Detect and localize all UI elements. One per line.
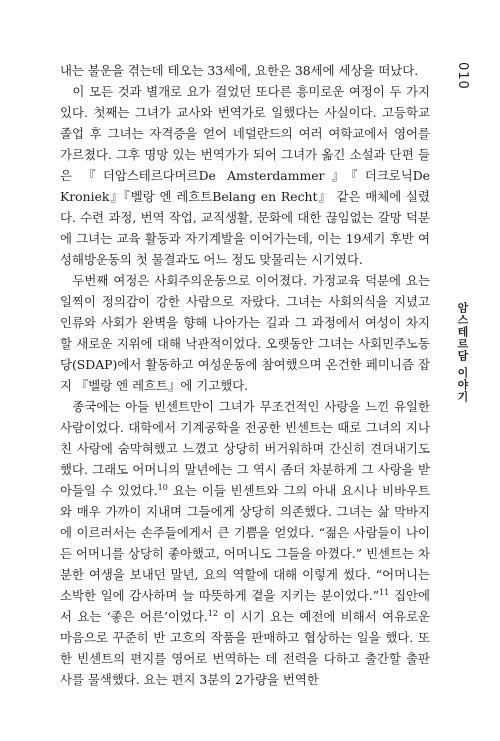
running-head: 암스테르담 이야기 xyxy=(456,302,469,403)
paragraph xyxy=(60,81,430,270)
paragraph-text: 요는 이들 빈센트와 그의 아내 요시나 비바우트와 매우 가까이 지내며 그들에게 상당히 의존했다. 그녀는 삶 막바지에 이르러서는 손주들에게서 큰 기쁨을 얻었다. “젊은 사람들이 나이든 어머니를 상당히 좋아했고, 어머니도 그들을 아꼈다.” 빈센트는 차분한 여생을 보내던 말년, 요의 역할에 대해 이렇게 썼다. “어머니는 소박한 일에 감사하며 늘 따뜻하게 곁을 지키는 분이었다.” xyxy=(60,483,430,603)
paragraph-text: 두번째 여정은 사회주의운동으로 이어졌다. 가정교육 덕분에 요는 일찍이 정의감이 강한 사람으로 자랐다. 그녀는 사회의식을 지녔고 인류와 사회가 완벽을 향해 나아가는 길과 그 과정에서 여성이 차지할 새로운 지위에 대해 낙관적이었다. 오랫동안 그녀는 사회민주노동당(SDAP)에서 활동하고 여성운동에 참여했으며 온건한 페미니즘 잡지 『벨랑 엔 레흐트』에 기고했다. xyxy=(60,273,430,393)
paragraph xyxy=(60,396,430,690)
page-number: 010 xyxy=(455,62,470,90)
paragraph xyxy=(60,60,430,81)
body-text xyxy=(60,60,430,690)
paragraph-text: 내는 불운을 겪는데 테오는 33세에, 요한은 38세에 세상을 떠났다. xyxy=(60,63,419,78)
paragraph-text: 이 시기 요는 예전에 비해서 여유로운 마음으로 꾸준히 반 고흐의 작품을 판매하고 협상하는 일을 했다. 또한 빈센트의 편지를 영어로 번역하는 데 전력을 다하고 출간할 출판사를 물색했다. 요는 편지 3분의 2가량을 번역한 xyxy=(60,609,431,687)
footnote-marker: 12 xyxy=(207,608,218,618)
paragraph-text: 종국에는 아들 빈센트만이 그녀가 무조건적인 사랑을 느낀 유일한 사람이었다. 대학에서 기계공학을 전공한 빈센트는 때로 그녀의 지나친 사랑에 숨막혀했고 느꼈고 상당히 버거워하며 간신히 견뎌내기도 했다. 그래도 어머니의 말년에는 그 역시 좀더 차분하게 그 사랑을 받아들일 수 있었다. xyxy=(60,399,430,498)
footnote-marker: 10 xyxy=(157,482,168,492)
paragraph-text: 집안에서 요는 ‘좋은 어른’이었다. xyxy=(60,588,430,624)
paragraph xyxy=(60,270,430,396)
paragraph-text: 이 모든 것과 별개로 요가 걸었던 또다른 흥미로운 여정이 두 가지 있다. 첫째는 그녀가 교사와 번역가로 일했다는 사실이다. 고등학교 졸업 후 그녀는 자격증을 얻어 네덜란드의 여러 여학교에서 영어를 가르쳤다. 그후 명망 있는 번역가가 되어 그녀가 옮긴 소설과 단편 들은 『더암스테르다머르De Amsterdammer』『더크로닉De Kroniek』『벨랑 엔 레흐트Belang en Recht』 같은 매체에 실렸다. 수련 과정, 번역 작업, 교직생활, 문화에 대한 끊임없는 갈망 덕분에 그녀는 교육 활동과 자기계발을 이어가는데, 이는 19세기 후반 여성해방운동의 첫 물결과도 어느 정도 맞물리는 시기였다. xyxy=(60,84,430,267)
footnote-marker: 11 xyxy=(379,587,390,597)
